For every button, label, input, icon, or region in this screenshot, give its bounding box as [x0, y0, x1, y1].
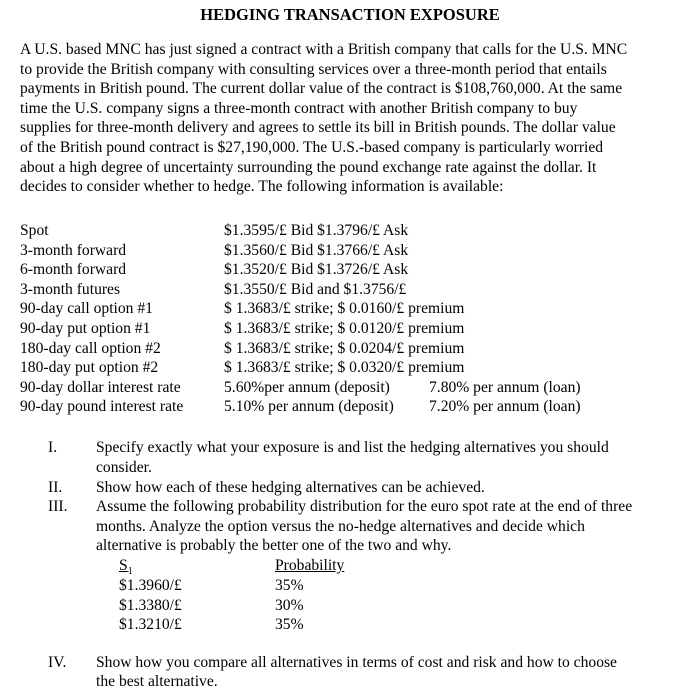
question-line: months. Analyze the option versus the no-hedge alternatives and decide which [96, 518, 585, 535]
question-line: the best alternative. [96, 673, 218, 690]
rate-subscript: 1 [127, 566, 133, 578]
question-number: III. [48, 498, 68, 515]
question-number: I. [48, 439, 58, 456]
row-label: 6-month forward [20, 261, 127, 279]
row-value: 5.10% per annum (deposit) [224, 398, 394, 416]
row-value: $1.3560/£ Bid $1.3766/£ Ask [224, 241, 409, 259]
row-loan-rate: 7.20% per annum (loan) [429, 398, 581, 416]
row-label: 90-day call option #1 [20, 300, 153, 318]
question-line: Assume the following probability distribution for the euro spot rate at the end of three [96, 498, 633, 515]
question-number: II. [48, 479, 63, 496]
question-number: IV. [48, 654, 67, 671]
row-value: $1.3595/£ Bid $1.3796/£ Ask [224, 222, 409, 239]
row-value: $1.3550/£ Bid and $1.3756/£ [224, 280, 407, 298]
row-label: 90-day put option #1 [20, 319, 151, 337]
row-label: Spot [20, 222, 49, 239]
distribution-probability: 30% [275, 597, 304, 614]
distribution-probability: 35% [275, 616, 304, 633]
page-title: HEDGING TRANSACTION EXPOSURE [200, 5, 500, 24]
intro-line: decides to consider whether to hedge. The following information is available: [20, 178, 504, 196]
row-value: $ 1.3683/£ strike; $ 0.0204/£ premium [224, 339, 465, 357]
distribution-rate: $1.3380/£ [119, 597, 182, 614]
question-line: alternative is probably the better one of the two and why. [96, 537, 452, 554]
row-label: 90-day dollar interest rate [20, 378, 181, 396]
row-label: 90-day pound interest rate [20, 398, 184, 416]
distribution-header-rate [119, 556, 133, 576]
intro-line: payments in British pound. The current dollar value of the contract is $108,760,000. At the same [20, 80, 623, 98]
distribution-probability: 35% [275, 577, 304, 594]
intro-line: time the U.S. company signs a three-month contract with another British company to buy [20, 99, 578, 117]
row-label: 3-month futures [20, 280, 121, 298]
distribution-header-probability: Probability [275, 557, 345, 574]
question-line: consider. [96, 459, 152, 476]
intro-line: of the British pound contract is $27,190,000. The U.S.-based company is particularly worried [20, 138, 604, 156]
row-value: $1.3520/£ Bid $1.3726/£ Ask [224, 261, 409, 279]
row-value: 5.60%per annum (deposit) [224, 378, 390, 396]
intro-line: to provide the British company with consulting services over a three-month period that entails [20, 60, 607, 78]
row-label: 180-day call option #2 [20, 339, 161, 357]
row-label: 180-day put option #2 [20, 359, 159, 377]
distribution-rate: $1.3960/£ [119, 577, 182, 594]
intro-line: supplies for three-month delivery and agrees to settle its bill in British pounds. The dollar value [20, 119, 616, 137]
row-label: 3-month forward [20, 241, 127, 259]
intro-paragraph [20, 40, 688, 197]
distribution-rate: $1.3210/£ [119, 616, 182, 633]
row-value: $ 1.3683/£ strike; $ 0.0120/£ premium [224, 319, 465, 337]
row-value: $ 1.3683/£ strike; $ 0.0160/£ premium [224, 300, 465, 318]
row-loan-rate: 7.80% per annum (loan) [429, 378, 581, 396]
intro-line: about a high degree of uncertainty surrounding the pound exchange rate against the dollar. It [20, 158, 597, 176]
row-value: $ 1.3683/£ strike; $ 0.0320/£ premium [224, 359, 465, 377]
rate-symbol: $S_1$ [119, 557, 133, 578]
question-line: Show how each of these hedging alternatives can be achieved. [96, 479, 485, 496]
intro-line: A U.S. based MNC has just signed a contract with a British company that calls for the U.S. MNC [20, 41, 628, 58]
question-line: Show how you compare all alternatives in terms of cost and risk and how to choose [96, 654, 617, 671]
question-line: Specify exactly what your exposure is and list the hedging alternatives you should [96, 439, 609, 456]
